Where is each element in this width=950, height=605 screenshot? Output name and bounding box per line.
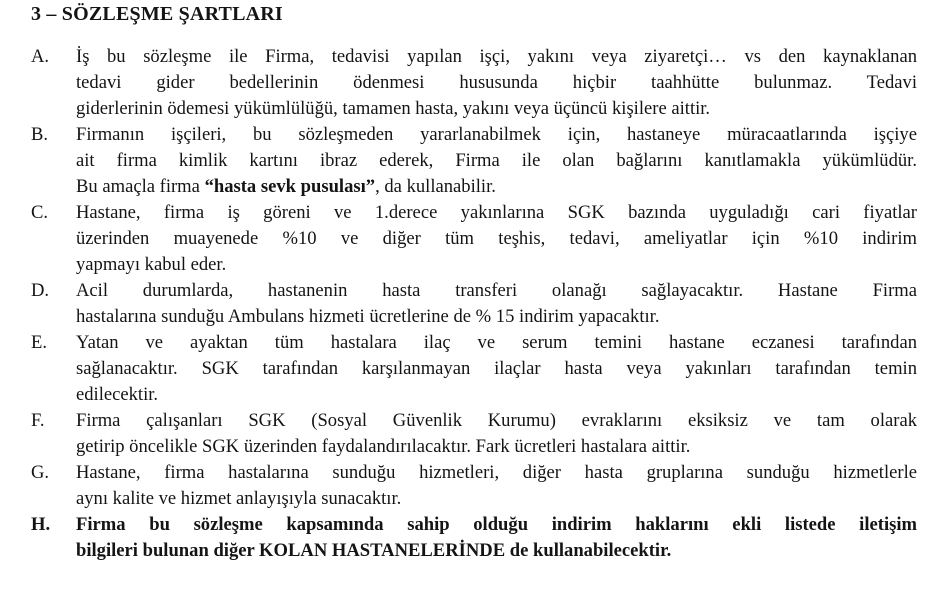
- item-text: [76, 200, 917, 278]
- text-line: yapmayı kabul eder.: [76, 254, 227, 275]
- text-line: giderlerinin ödemesi yükümlülüğü, tamamen hasta, yakını veya üçüncü kişilere aittir.: [76, 98, 711, 119]
- text-line: [76, 174, 917, 200]
- bold-term: “hasta sevk pusulası”: [204, 176, 376, 197]
- text-line: Firmanın işçileri, bu sözleşmeden yararlanabilmek için, hastaneye müracaatlarında işçiye: [76, 124, 917, 145]
- item-text: [76, 44, 917, 122]
- term-item-h: [31, 512, 917, 564]
- text-segment: , da kullanabilir.: [375, 176, 496, 197]
- item-letter: C.: [31, 202, 49, 223]
- text-line: Hastane, firma hastalarına sunduğu hizmetleri, diğer hasta gruplarına sunduğu hizmetlerle: [76, 462, 917, 483]
- text-line: İş bu sözleşme ile Firma, tedavisi yapılan işçi, yakını veya ziyaretçi… vs den kaynaklanan: [76, 46, 917, 67]
- item-text: [76, 278, 917, 330]
- text-line: ait firma kimlik kartını ibraz ederek, Firma ile olan bağlarını kanıtlamakla yükümlüdür.: [76, 150, 917, 171]
- text-line: Acil durumlarda, hastanenin hasta transferi olanağı sağlayacaktır. Hastane Firma: [76, 280, 917, 301]
- text-line: Firma bu sözleşme kapsamında sahip olduğu indirim haklarını ekli listede iletişim: [76, 514, 917, 535]
- text-line: Yatan ve ayaktan tüm hastalara ilaç ve serum temini hastane eczanesi tarafından: [76, 332, 917, 353]
- item-text: [76, 408, 917, 460]
- text-line: edilecektir.: [76, 384, 159, 405]
- term-item-c: [31, 200, 917, 278]
- term-item-f: [31, 408, 917, 460]
- term-item-d: [31, 278, 917, 330]
- item-letter: H.: [31, 514, 51, 535]
- text-line: Firma çalışanları SGK (Sosyal Güvenlik Kurumu) evraklarını eksiksiz ve tam olarak: [76, 410, 917, 431]
- item-letter: A.: [31, 46, 50, 67]
- text-line: hastalarına sunduğu Ambulans hizmeti ücretlerine de % 15 indirim yapacaktır.: [76, 306, 660, 327]
- item-text: [76, 512, 917, 564]
- item-text: [76, 330, 917, 408]
- term-item-g: [31, 460, 917, 512]
- text-line: tedavi gider bedellerinin ödenmesi hususunda hiçbir taahhütte bulunmaz. Tedavi: [76, 72, 917, 93]
- item-letter: F.: [31, 410, 45, 431]
- section-title: 3 – SÖZLEŞME ŞARTLARI: [31, 3, 283, 25]
- item-letter: B.: [31, 124, 49, 145]
- text-line: üzerinden muayenede %10 ve diğer tüm teşhis, tedavi, ameliyatlar için %10 indirim: [76, 228, 917, 249]
- item-letter: D.: [31, 280, 50, 301]
- text-line: getirip öncelikle SGK üzerinden faydalandırılacaktır. Fark ücretleri hastalara aittir.: [76, 436, 691, 457]
- text-line: Hastane, firma iş göreni ve 1.derece yakınlarına SGK bazında uyguladığı cari fiyatlar: [76, 202, 917, 223]
- item-text: [76, 122, 917, 200]
- text-segment: Bu amaçla firma: [76, 176, 205, 197]
- text-line: bilgileri bulunan diğer KOLAN HASTANELERİNDE de kullanabilecektir.: [76, 540, 672, 561]
- item-letter: G.: [31, 462, 50, 483]
- item-text: [76, 460, 917, 512]
- term-item-a: [31, 44, 917, 122]
- term-item-b: [31, 122, 917, 200]
- terms-list: [31, 44, 917, 564]
- text-line: aynı kalite ve hizmet anlayışıyla sunacaktır.: [76, 488, 402, 509]
- text-line: sağlanacaktır. SGK tarafından karşılanmayan ilaçlar hasta veya yakınları tarafından temin: [76, 358, 917, 379]
- item-letter: E.: [31, 332, 48, 353]
- term-item-e: [31, 330, 917, 408]
